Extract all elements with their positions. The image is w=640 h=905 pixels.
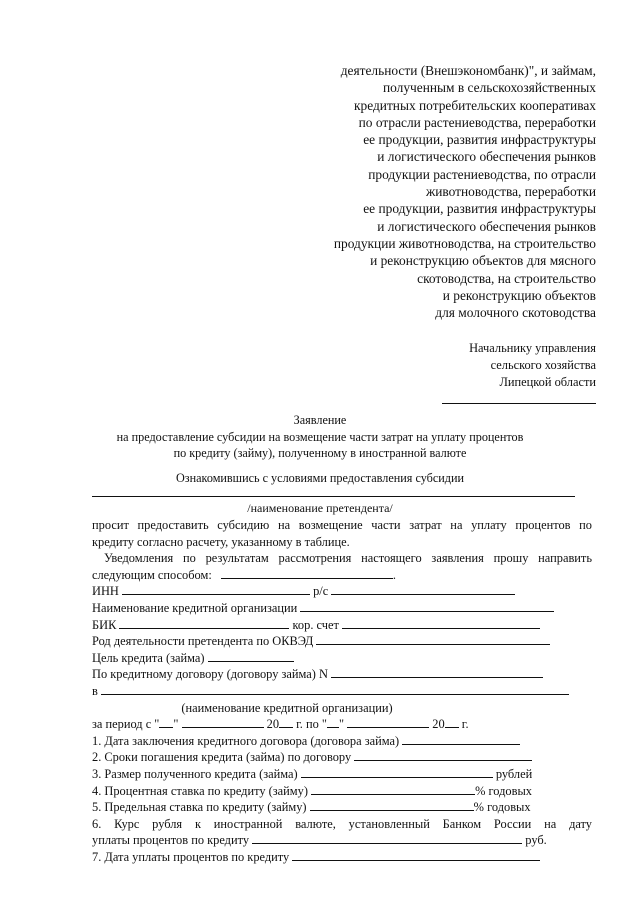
item-3-field[interactable] [301,766,493,778]
item-3-label: 3. Размер полученного кредита (займа) [92,766,298,781]
header-line: и реконструкцию объектов для мясного [370,253,596,269]
item-3-unit: рублей [495,766,533,781]
bank-name-field[interactable] [300,600,554,612]
addressee-line: сельского хозяйства [490,358,596,372]
applicant-name-field[interactable] [92,496,575,497]
item-5-label: 5. Предельная ставка по кредиту (займу) [92,800,307,815]
item-1-field[interactable] [402,733,520,745]
rs-label: р/с [313,584,329,599]
period-from-day-field[interactable] [159,716,173,728]
header-line: животноводства, переработки [425,184,596,200]
corr-account-label: кор. счет [292,617,339,632]
header-line: для молочного скотоводства [435,305,596,321]
request-line: кредиту согласно расчету, указанному в таблице. [92,534,350,549]
header-line: скотоводства, на строительство [417,270,596,286]
bank-caption: (наименование кредитной организации) [181,700,393,715]
purpose-field[interactable] [208,650,294,662]
item-4-unit: % годовых [475,783,532,798]
header-line: и логистического обеспечения рынков [377,149,596,165]
notification-method-field[interactable] [221,567,393,579]
agreement-label: По кредитному договору (договору займа) N [92,667,328,682]
item-1-label: 1. Дата заключения кредитного договора (договора займа) [92,733,400,748]
title-line: по кредиту (займу), полученному в иностранной валюте [173,446,467,460]
request-line: просит предоставить субсидию на возмещение части затрат на уплату процентов по [92,518,592,532]
header-block [334,62,596,321]
period-year-label: 20 [432,717,445,732]
period-label: за период с " [92,717,160,732]
header-line: продукции животноводства, на строительство [333,235,596,251]
okved-label: Род деятельности претендента по ОКВЭД [92,634,314,649]
bik-field[interactable] [119,617,289,629]
header-line: и логистического обеспечения рынков [377,218,596,234]
header-line: ее продукции, развития инфраструктуры [363,132,596,148]
okved-field[interactable] [316,633,550,645]
addressee-line: Липецкой области [499,375,596,389]
item-2-label: 2. Сроки погашения кредита (займа) по договору [92,750,352,765]
item-4-label: 4. Процентная ставка по кредиту (займу) [92,783,308,798]
notification-label: следующим способом: [92,567,212,582]
purpose-label: Цель кредита (займа) [92,650,205,665]
period-from-month-field[interactable] [182,716,264,728]
header-line: кредитных потребительских кооперативах [354,97,596,113]
item-5-unit: % годовых [473,800,531,815]
inn-field[interactable] [122,583,310,595]
in-label: в [92,683,98,698]
item-6-field[interactable] [252,832,522,844]
period-to-month-field[interactable] [347,716,429,728]
corr-account-field[interactable] [342,617,540,629]
header-line: полученным в сельскохозяйственных [382,80,596,96]
item-6-unit: руб. [525,833,547,848]
item-6-label-cont: уплаты процентов по кредиту [92,833,250,848]
header-line: продукции растениеводства, по отрасли [368,166,596,182]
addressee-signature-field[interactable] [442,391,596,404]
header-line: и реконструкцию объектов [442,287,596,303]
title-line: Заявление [293,413,347,427]
rs-field[interactable] [331,583,515,595]
addressee-line: Начальнику управления [469,341,596,355]
inn-label: ИНН [92,584,119,599]
item-5-field[interactable] [310,799,474,811]
agreement-number-field[interactable] [331,666,543,678]
title-line: на предоставление субсидии на возмещение части затрат на уплату процентов [116,429,524,444]
header-line: деятельности (Внешэкономбанк)", и займам, [340,63,596,78]
intro-text: Ознакомившись с условиями предоставления субсидии [175,471,465,485]
item-2-field[interactable] [354,749,532,761]
item-7-label: 7. Дата уплаты процентов по кредиту [92,849,290,864]
period-year-label: 20 [266,717,280,732]
period-to-year-field[interactable] [445,716,459,728]
bank-name-label: Наименование кредитной организации [92,600,298,615]
header-line: по отрасли растениеводства, переработки [358,114,596,130]
period-to-day-field[interactable] [327,716,339,728]
bank-in-field[interactable] [101,683,569,695]
notification-line: Уведомления по результатам рассмотрения настоящего заявления прошу направить [104,551,592,566]
period-end-label: г. [461,717,469,732]
item-7-field[interactable] [292,849,540,861]
header-line: ее продукции, развития инфраструктуры [363,201,596,217]
period-from-year-field[interactable] [279,716,293,728]
period-mid-label: г. по " [296,717,327,732]
form-body: просит предоставить субсидию на возмещение части затрат на уплату процентов по кредиту согласно расчету, указанному в таблице. Уведомления по результатам рассмотрения настоящего заявления прошу направить следующим способом: . ИНН р/с Наименование кредитной организации БИК кор. счет Род деятельности претендента по ОКВЭД Цель кредита (займа) По кредитному договору (договору займа) N в (наименование кредитной организации) за период с " " 20 г. по " " 20 г. 1. Дата заключения кредитного договора (договора займа) 2. Сроки погашения кредита (займа) по договору 3. Размер полученного кредита (займа) рублей 4. Процентная ставка по кредиту (займу) % годовых 5. Предельная ставка по кредиту (займу) % годовых 6. Курс рубля к иностранной валюте, установленный Банком России на дату уплаты процентов по кредиту руб. 7. Дата уплаты процентов по кредиту [92,518,592,864]
item-6-label: 6. Курс рубля к иностранной валюте, установленный Банком России на дату [92,816,592,831]
document-title [0,412,640,462]
applicant-caption: /наименование претендента/ [247,501,393,515]
addressee-block [442,340,596,409]
item-4-field[interactable] [311,783,475,795]
bik-label: БИК [92,617,117,632]
